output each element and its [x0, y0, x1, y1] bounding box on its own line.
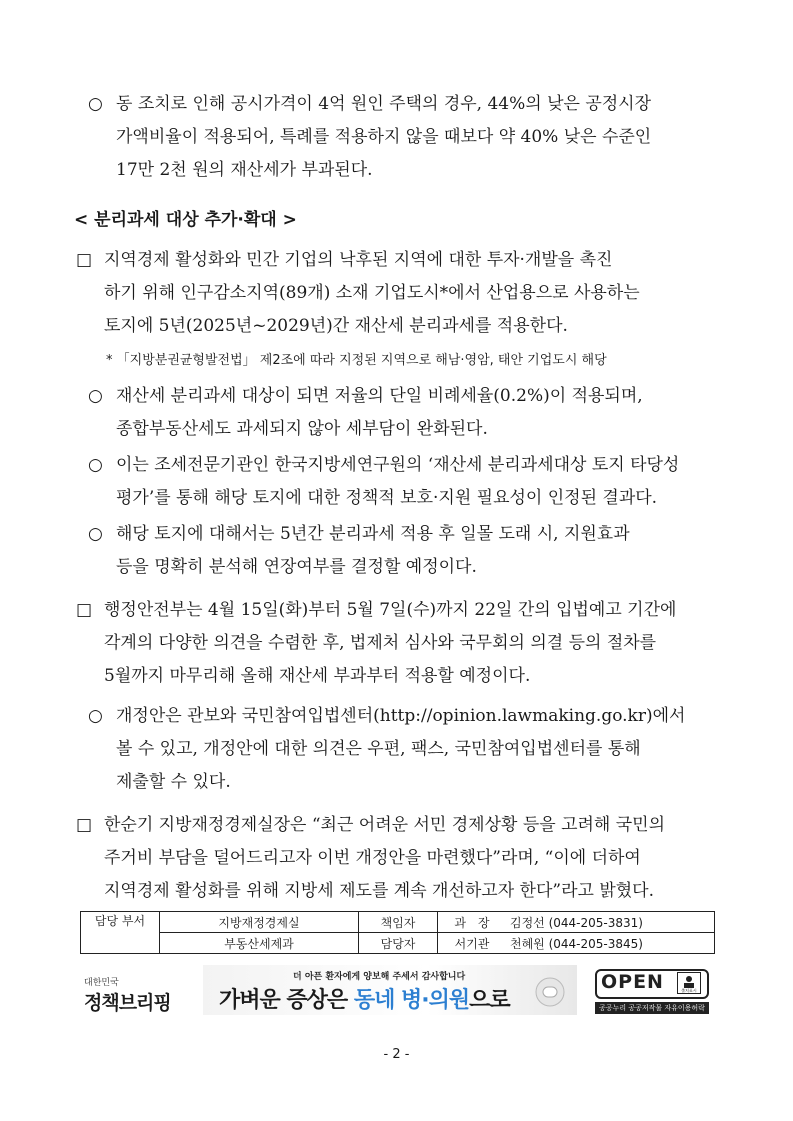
ad-main-blue: 동네 병·의원: [353, 988, 470, 1013]
circle-bullet: ○: [88, 455, 103, 475]
paragraph-line: 하기 위해 인구감소지역(89개) 소재 기업도시*에서 산업용으로 사용하는: [104, 283, 640, 303]
paragraph-line: 주거비 부담을 덜어드리고자 이번 개정안을 마련했다”라며, “이에 더하여: [104, 848, 641, 868]
dept-line2: 부동산세제과: [160, 933, 359, 954]
resp-label: 책임자: [359, 912, 438, 933]
paragraph-line: 재산세 분리과세 대상이 되면 저율의 단일 비례세율(0.2%)이 적용되며,: [116, 386, 643, 406]
paragraph-line: 토지에 5년(2025년~2029년)간 재산세 분리과세를 적용한다.: [104, 316, 568, 336]
policy-briefing-logo[interactable]: [84, 965, 174, 1015]
paragraph-line: 17만 2천 원의 재산세가 부과된다.: [116, 160, 373, 180]
square-bullet: □: [76, 815, 93, 835]
section-heading: < 분리과세 대상 추가·확대 >: [74, 210, 297, 230]
ad-main-dark: 가벼운 증상은: [219, 988, 354, 1013]
paragraph-line: 개정안은 관보와 국민참여입법센터(http://opinion.lawmaking.go.kr)에서: [116, 706, 686, 726]
paragraph-line: 종합부동산세도 과세되지 않아 세부담이 완화된다.: [116, 419, 488, 439]
contact-table: [80, 911, 715, 954]
staff-title: 서기관: [438, 933, 507, 954]
footnote-star: *: [106, 353, 113, 368]
paragraph-line: 볼 수 있고, 개정안에 대한 의견은 우편, 팩스, 국민참여입법센터를 통해: [116, 739, 641, 759]
page-number: - 2 -: [383, 1047, 410, 1062]
paragraph-line: 지역경제 활성화와 민간 기업의 낙후된 지역에 대한 투자·개발을 촉진: [104, 250, 613, 270]
paragraph-line: 가액비율이 적용되어, 특례를 적용하지 않을 때보다 약 40% 낮은 수준인: [116, 127, 652, 147]
paragraph-line: 해당 토지에 대해서는 5년간 분리과세 적용 후 일몰 도래 시, 지원효과: [116, 524, 630, 544]
kogl-open-badge[interactable]: [595, 965, 709, 1015]
person-icon: [677, 972, 701, 994]
dept-line1: 지방재정경제실: [160, 912, 359, 933]
paragraph-line: 지역경제 활성화를 위해 지방세 제도를 계속 개선하고자 한다”라고 밝혔다.: [104, 881, 654, 901]
ad-main-end: 으로: [469, 988, 510, 1013]
attribution-icon: [678, 973, 700, 993]
paragraph-line: 평가’를 통해 해당 토지에 대한 정책적 보호·지원 필요성이 인정된 결과다.: [116, 488, 658, 508]
circle-bullet: ○: [88, 524, 103, 544]
dept-label: 담당 부서: [81, 912, 160, 954]
paragraph-line: 한순기 지방재정경제실장은 “최근 어려운 서민 경제상황 등을 고려해 국민의: [104, 815, 666, 835]
open-badge-text: 출처표시: [681, 988, 697, 993]
footnote: [106, 349, 607, 368]
staff-name: 천혜원 (044-205-3845): [506, 933, 715, 954]
paragraph-line: 동 조치로 인해 공시가격이 4억 원인 주택의 경우, 44%의 낮은 공정시장: [116, 94, 652, 114]
resp-name: 김정선 (044-205-3831): [506, 912, 715, 933]
circle-bullet: ○: [88, 706, 103, 726]
paragraph-line: 등을 명확히 분석해 연장여부를 결정할 예정이다.: [116, 557, 477, 577]
square-bullet: □: [76, 250, 93, 270]
footnote-text: 「지방분권균형발전법」 제2조에 따라 지정된 지역으로 해남·영암, 태안 기업도시 해당: [116, 353, 607, 368]
open-sub-text: 공공누리 공공저작물 자유이용허락: [595, 1002, 709, 1014]
open-word: OPEN: [601, 971, 664, 993]
logo-small-text: 대한민국: [84, 978, 119, 988]
circle-bullet: ○: [88, 94, 103, 114]
ad-top-text: 더 아픈 환자에게 양보해 주세서 감사합니다: [293, 972, 466, 982]
paragraph-line: 이는 조세전문기관인 한국지방세연구원의 ‘재산세 분리과세대상 토지 타당성: [116, 455, 680, 475]
ad-main-text: [219, 983, 510, 1014]
square-bullet: □: [76, 600, 93, 620]
paragraph-line: 행정안전부는 4월 15일(화)부터 5월 7일(수)까지 22일 간의 입법예고 기간에: [104, 600, 677, 620]
paragraph-line: 5월까지 마무리해 올해 재산세 부과부터 적용할 예정이다.: [104, 666, 531, 686]
paragraph-line: 각계의 다양한 의견을 수렴한 후, 법제처 심사와 국무회의 의결 등의 절차를: [104, 633, 657, 653]
staff-label: 담당자: [359, 933, 438, 954]
paragraph-line: 제출할 수 있다.: [116, 772, 231, 792]
resp-title: 과 장: [438, 912, 507, 933]
pill-icon: [533, 975, 567, 1009]
ad-banner[interactable]: [203, 965, 577, 1015]
circle-bullet: ○: [88, 386, 103, 406]
logo-big-text: 정책브리핑: [84, 992, 171, 1014]
